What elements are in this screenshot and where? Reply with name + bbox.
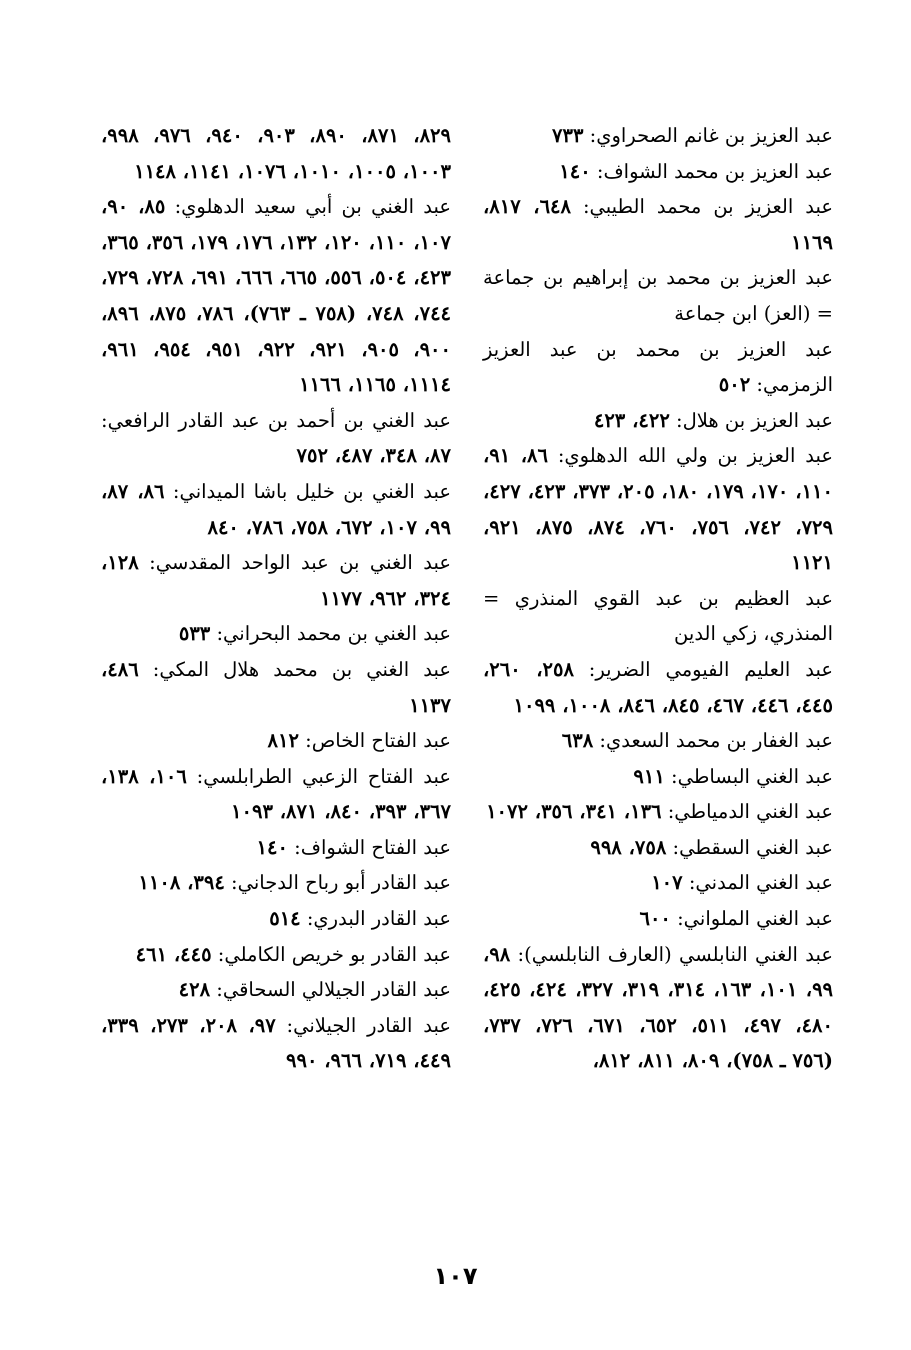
entry-name: عبد القادر الجيلالي السحاقي: bbox=[210, 978, 451, 1002]
index-entry bbox=[483, 403, 833, 439]
index-entry bbox=[101, 937, 451, 973]
entry-pages: ٨١٢ bbox=[267, 729, 299, 753]
entry-pages: ٥١٤ bbox=[269, 907, 301, 931]
index-entry bbox=[101, 901, 451, 937]
index-entry bbox=[101, 545, 451, 616]
index-entry bbox=[101, 972, 451, 1008]
entry-name: عبد العليم الفيومي الضرير: bbox=[573, 657, 833, 681]
entry-name: عبد الغني المدني: bbox=[682, 871, 833, 895]
entry-pages: ٨٧، ٣٤٨، ٤٨٧، ٧٥٢ bbox=[296, 444, 451, 468]
index-entry bbox=[101, 403, 451, 474]
entry-name: عبد القادر بو خريص الكاملي: bbox=[211, 942, 451, 966]
index-entry bbox=[101, 616, 451, 652]
index-entry bbox=[483, 830, 833, 866]
entry-pages: ١٤٠ bbox=[256, 835, 288, 859]
entry-name: عبد الغفار بن محمد السعدي: bbox=[593, 729, 833, 753]
entry-pages: ٦٣٨ bbox=[561, 729, 594, 753]
index-entry bbox=[483, 652, 833, 723]
entry-pages: ١٠٧ bbox=[651, 871, 683, 895]
index-entry bbox=[483, 332, 833, 403]
index-entry bbox=[483, 723, 833, 759]
entry-name: عبد الفتاح الشواف: bbox=[287, 835, 451, 859]
index-entry bbox=[101, 189, 451, 403]
entry-pages: ١٢٨، ٣٢٤، ٩٦٢، ١١٧٧ bbox=[101, 551, 451, 610]
entry-name: عبد الغني بن عبد الواحد المقدسي: bbox=[138, 551, 451, 575]
entry-pages: ٨٢٩، ٨٧١، ٨٩٠، ٩٠٣، ٩٤٠، ٩٧٦، ٩٩٨، ١٠٠٣، ١٠٠٥، ١٠١٠، ١٠٧٦، ١١٤١، ١١٤٨ bbox=[101, 124, 451, 183]
entry-pages: ٦٠٠ bbox=[639, 907, 671, 931]
entry-name: عبد الغني الدمياطي: bbox=[661, 800, 833, 824]
entry-name: عبد الغني السقطي: bbox=[666, 835, 833, 859]
index-entry bbox=[483, 154, 833, 190]
index-entry bbox=[483, 189, 833, 260]
index-column-left bbox=[101, 118, 451, 1079]
entry-pages: ٨٦، ٨٧، ٩٩، ١٠٧، ٦٧٢، ٧٥٨، ٧٨٦، ٨٤٠ bbox=[101, 479, 451, 539]
entry-pages: ٤٢٢، ٤٢٣ bbox=[593, 408, 670, 432]
index-column-right bbox=[483, 118, 833, 1079]
entry-pages: ٥٠٢ bbox=[718, 373, 751, 397]
entry-name: عبد العزيز بن هلال: bbox=[669, 408, 833, 432]
entry-pages: ٩٨، ٩٩، ١٠١، ١٦٣، ٣١٤، ٣١٩، ٣٢٧، ٤٢٤، ٤٢٥، ٤٨٠، ٤٩٧، ٥١١، ٦٥٢، ٦٧١، ٧٢٦، ٧٣٧، (٧٥٦ ـ ٧٥٨)، ٨٠٩، ٨١١، ٨١٢، bbox=[483, 942, 834, 1073]
entry-name: عبد الغني البساطي: bbox=[664, 764, 833, 788]
index-entry bbox=[483, 581, 833, 652]
index-entry bbox=[101, 759, 451, 830]
entry-name: عبد الغني النابلسي (العارف النابلسي): bbox=[510, 942, 833, 966]
entry-pages: ٤٢٨ bbox=[178, 978, 211, 1002]
index-entry bbox=[101, 723, 451, 759]
entry-pages: ٩١١ bbox=[633, 764, 665, 788]
entry-pages: ٢٥٨، ٢٦٠، ٤٤٥، ٤٤٦، ٤٦٧، ٨٤٥، ٨٤٦، ١٠٠٨، ١٠٩٩ bbox=[483, 657, 833, 717]
index-entry bbox=[101, 474, 451, 545]
entry-name: عبد العظيم بن عبد القوي المنذري = المنذري، زكي الدين bbox=[483, 586, 833, 646]
index-entry bbox=[483, 901, 833, 937]
entry-name: عبد الغني بن أبي سعيد الدهلوي: bbox=[165, 195, 451, 219]
entry-pages: ٤٤٥، ٤٦١ bbox=[135, 942, 212, 966]
entry-pages: ٥٣٣ bbox=[178, 622, 211, 646]
entry-name: عبد الغني بن محمد هلال المكي: bbox=[138, 657, 451, 681]
index-entry bbox=[483, 438, 833, 580]
entry-pages: ١٤٠ bbox=[559, 159, 591, 183]
page-number: ١٠٧ bbox=[433, 1262, 478, 1290]
entry-name: عبد الغني بن أحمد بن عبد القادر الرافعي: bbox=[101, 408, 451, 432]
index-entry bbox=[483, 865, 833, 901]
entry-pages: ٤٨٦، ١١٣٧ bbox=[101, 657, 451, 717]
entry-pages: ٧٥٨، ٩٩٨ bbox=[590, 835, 667, 859]
entry-name: عبد الفتاح الخاص: bbox=[298, 729, 451, 753]
entry-name: عبد الغني بن محمد البحراني: bbox=[210, 622, 451, 646]
index-entry bbox=[483, 794, 833, 830]
index-entry bbox=[483, 937, 833, 1079]
entry-pages: ٨٦، ٩١، ١١٠، ١٧٠، ١٧٩، ١٨٠، ٢٠٥، ٣٧٣، ٤٢٣، ٤٢٧، ٧٢٩، ٧٤٢، ٧٥٦، ٧٦٠، ٨٧٤، ٨٧٥، ٩٢١، ١١٢١ bbox=[483, 444, 833, 575]
entry-name: عبد الفتاح الزعبي الطرابلسي: bbox=[186, 764, 451, 788]
entry-name: عبد العزيز بن محمد بن عبد العزيز الزمزمي: bbox=[483, 337, 833, 397]
entry-name: عبد الغني بن خليل باشا الميداني: bbox=[164, 479, 451, 503]
entry-pages: ٨٥، ٩٠، ١٠٧، ١١٠، ١٢٠، ١٣٢، ١٧٦، ١٧٩، ٣٥٦، ٣٦٥، ٤٢٣، ٥٠٤، ٥٥٦، ٦٦٥، ٦٦٦، ٦٩١، ٧٢٨، ٧٢٩، ٧٤٤، ٧٤٨، (٧٥٨ ـ ٧٦٣)، ٧٨٦، ٨٧٥، ٨٩٦، ٩٠٠، ٩٠٥، ٩٢١، ٩٢٢، ٩٥١، ٩٥٤، ٩٦١، ١١١٤، ١١٦٥، ١١٦٦ bbox=[101, 195, 452, 397]
entry-pages: ١٣٦، ٣٤١، ٣٥٦، ١٠٧٢ bbox=[486, 800, 662, 824]
entry-name: عبد العزيز بن ولي الله الدهلوي: bbox=[547, 444, 833, 468]
index-entry bbox=[483, 759, 833, 795]
entry-name: عبد العزيز بن محمد الشواف: bbox=[590, 159, 833, 183]
index-entry bbox=[101, 652, 451, 723]
entry-name: عبد الغني الملواني: bbox=[670, 907, 833, 931]
entry-name: عبد القادر أبو رباح الدجاني: bbox=[224, 871, 451, 895]
entry-pages: ٧٣٣ bbox=[552, 124, 584, 147]
entry-pages: ٣٩٤، ١١٠٨ bbox=[138, 871, 225, 895]
entry-name: عبد العزيز بن غانم الصحراوي: bbox=[583, 124, 833, 147]
entry-pages: ٩٧، ٢٠٨، ٢٧٣، ٣٣٩، ٤٤٩، ٧١٩، ٩٦٦، ٩٩٠ bbox=[101, 1013, 451, 1073]
index-entry bbox=[483, 118, 833, 154]
entry-pages: ٦٤٨، ٨١٧، ١١٦٩ bbox=[483, 195, 833, 254]
index-entry-continued bbox=[101, 118, 451, 189]
index-entry bbox=[101, 1008, 451, 1079]
entry-name: عبد القادر البدري: bbox=[300, 907, 451, 931]
index-entry bbox=[101, 830, 451, 866]
entry-name: عبد العزيز بن محمد الطيبي: bbox=[570, 195, 833, 219]
entry-name: عبد القادر الجيلاني: bbox=[275, 1013, 451, 1037]
index-entry bbox=[483, 260, 833, 331]
entry-name: عبد العزيز بن محمد بن إبراهيم بن جماعة = (العز) ابن جماعة bbox=[483, 266, 833, 325]
entry-pages: ١٠٦، ١٣٨، ٣٦٧، ٣٩٣، ٨٤٠، ٨٧١، ١٠٩٣ bbox=[101, 764, 451, 824]
index-entry bbox=[101, 865, 451, 901]
